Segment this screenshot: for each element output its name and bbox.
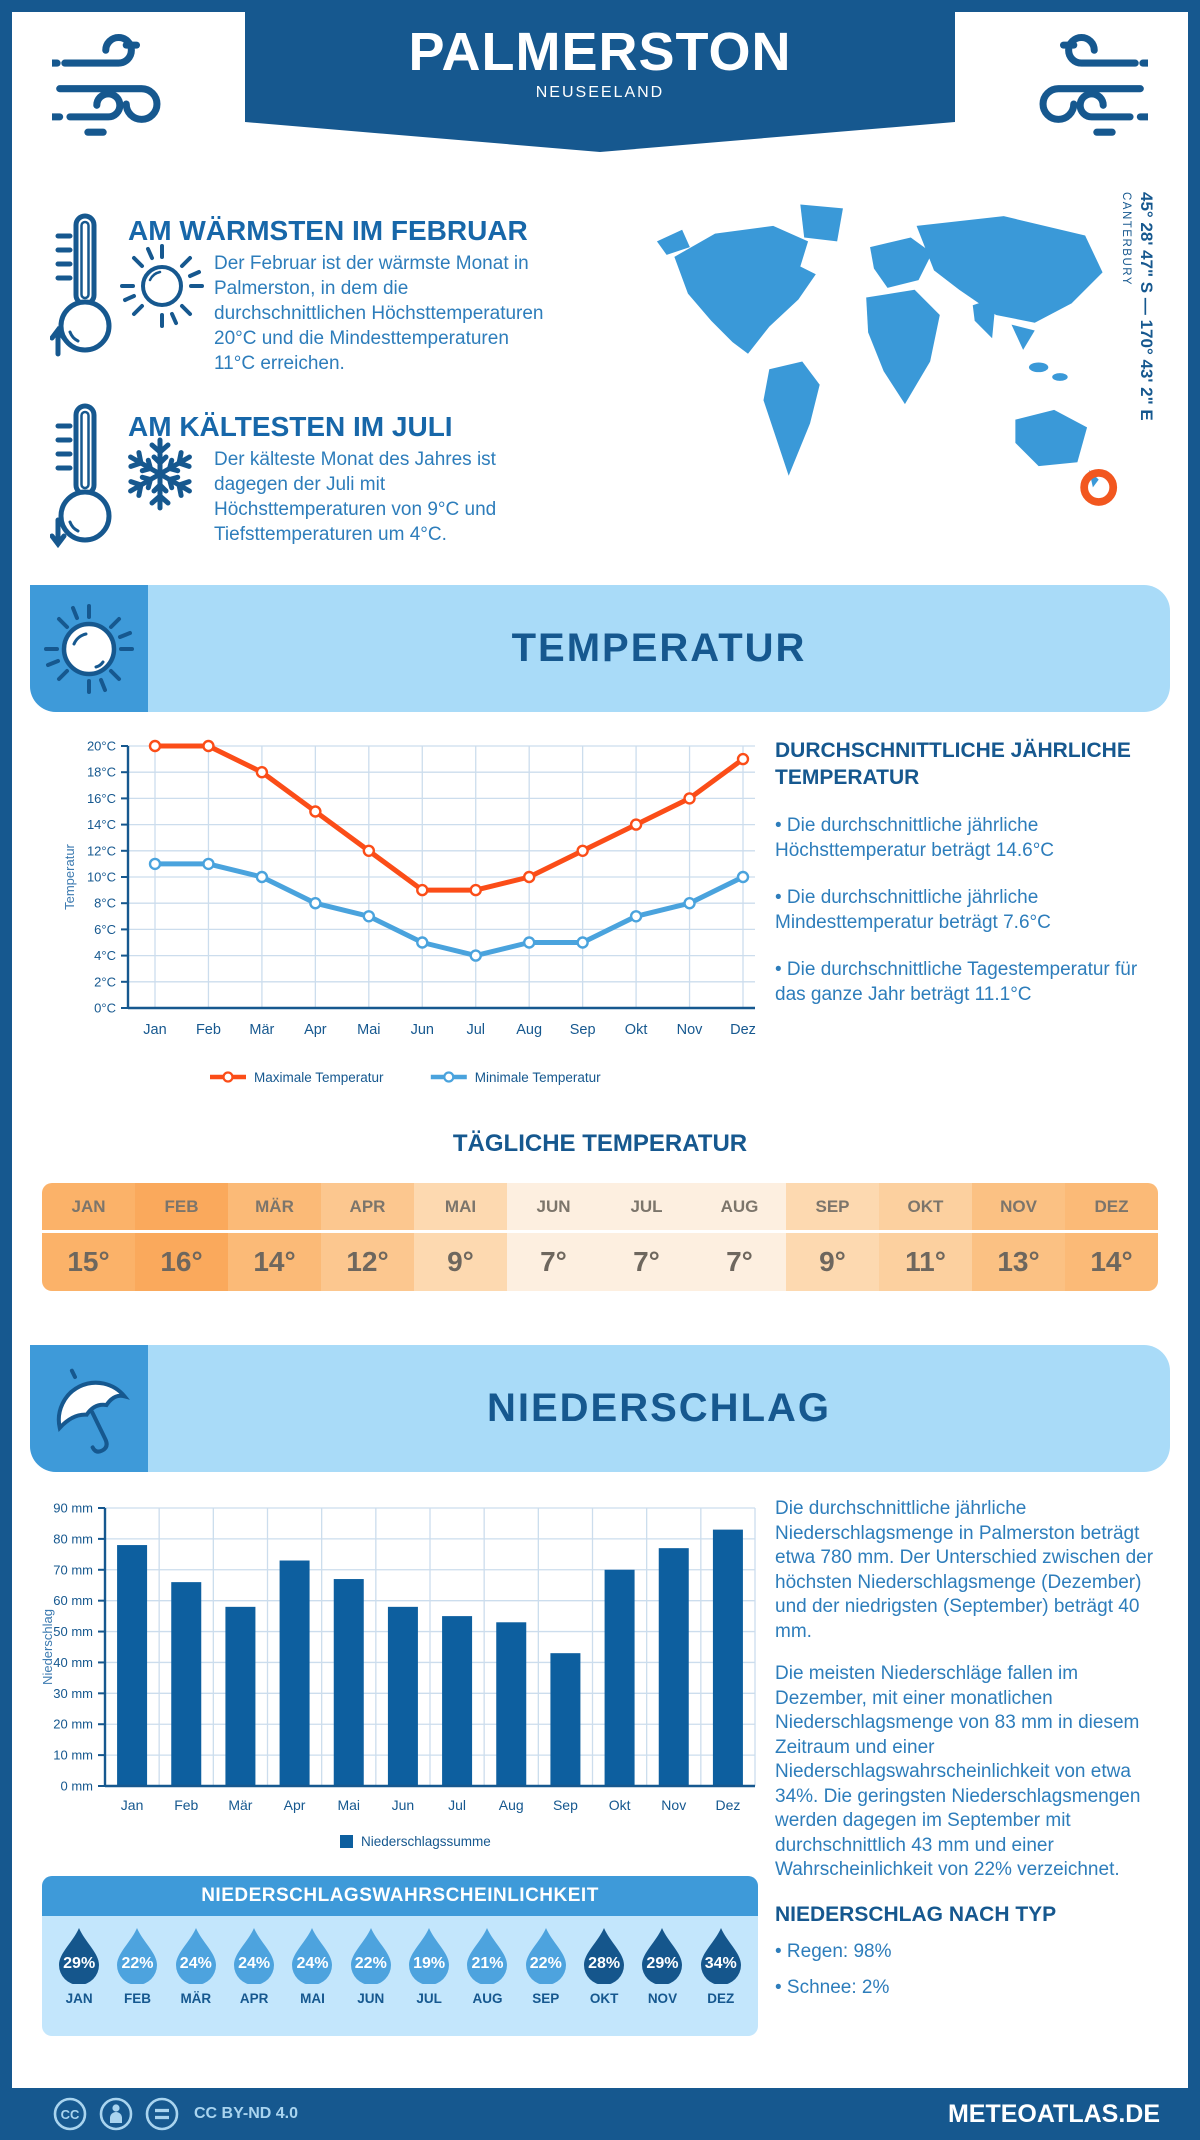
svg-text:Jun: Jun [391, 1797, 415, 1813]
coldest-heading: AM KÄLTESTEN IM JULI [128, 411, 453, 443]
daily-temperature-cell [42, 1183, 135, 1291]
daily-month-label: MAI [414, 1183, 507, 1233]
probability-value: 22% [529, 1955, 562, 1972]
svg-text:50 mm: 50 mm [53, 1624, 93, 1640]
svg-text:Jan: Jan [143, 1022, 167, 1038]
daily-temperature-table [42, 1183, 1158, 1291]
precipitation-banner [30, 1345, 1170, 1472]
svg-text:CC: CC [60, 2107, 80, 2122]
probability-month-label: MAI [300, 1991, 325, 2006]
daily-month-label: DEZ [1065, 1183, 1158, 1233]
annual-temperature-bullet-2: • Die durchschnittliche jährliche Mindesttemperatur beträgt 7.6°C [775, 887, 1051, 933]
svg-text:10°C: 10°C [86, 869, 116, 885]
daily-temperature-cell [135, 1183, 228, 1291]
daily-temperature-value: 7° [633, 1246, 660, 1277]
daily-temperature-cell [693, 1183, 786, 1291]
probability-drop [692, 1926, 750, 2006]
probability-month-label: OKT [589, 1991, 619, 2006]
umbrella-icon [42, 1361, 137, 1456]
daily-month-label: SEP [786, 1183, 879, 1233]
annual-temperature-bullet-3: • Die durchschnittliche Tagestemperatur für das ganze Jahr beträgt 11.1°C [775, 959, 1138, 1005]
precipitation-type-snow: • Schnee: 2% [775, 1976, 890, 1998]
daily-month-label: MÄR [228, 1183, 321, 1233]
probability-month-label: AUG [472, 1991, 503, 2006]
precipitation-summary [775, 1497, 1170, 2000]
probability-month-label: JUN [357, 1991, 385, 2006]
probability-month-label: SEP [532, 1991, 560, 2006]
svg-text:Niederschlag: Niederschlag [40, 1609, 55, 1685]
cc-icon [52, 2096, 88, 2132]
warmest-body: Der Februar ist der wärmste Monat in Palmerston, in dem die durchschnittlichen Höchsttemperaturen 20°C und die Mindesttemperaturen 11°C erreichen. [214, 253, 544, 374]
svg-text:70 mm: 70 mm [53, 1562, 93, 1578]
page-title: PALMERSTON [408, 22, 792, 82]
svg-text:Maximale Temperatur: Maximale Temperatur [254, 1070, 384, 1085]
svg-text:90 mm: 90 mm [53, 1500, 93, 1516]
coordinates-text: 45° 28' 47" S — 170° 43' 2" E [1137, 192, 1156, 421]
svg-text:Mär: Mär [249, 1022, 275, 1038]
probability-month-label: JAN [65, 1991, 93, 2006]
svg-text:Niederschlagssumme: Niederschlagssumme [361, 1834, 491, 1849]
svg-text:Aug: Aug [498, 1797, 524, 1813]
svg-text:Apr: Apr [283, 1797, 306, 1813]
annual-temperature-heading: DURCHSCHNITTLICHE JÄHRLICHE TEMPERATUR [775, 739, 1131, 789]
svg-text:Jan: Jan [120, 1797, 144, 1813]
precipitation-probability-panel [42, 1876, 758, 2036]
probability-drop [342, 1926, 400, 2006]
coldest-body: Der kälteste Monat des Jahres ist dagegen der Juli mit Höchsttemperaturen von 9°C und Tiefsttemperaturen um 4°C. [214, 449, 497, 545]
precipitation-probability-title: NIEDERSCHLAGSWAHRSCHEINLICHKEIT [42, 1876, 758, 1916]
daily-temperature-cell [786, 1183, 879, 1291]
probability-month-label: MÄR [180, 1991, 212, 2006]
probability-value: 28% [588, 1955, 621, 1972]
svg-text:14°C: 14°C [86, 817, 116, 833]
svg-text:Temperatur: Temperatur [62, 844, 77, 910]
daily-temperature-value: 14° [1090, 1246, 1133, 1277]
svg-text:20 mm: 20 mm [53, 1716, 93, 1732]
precipitation-chart [40, 1490, 760, 1865]
daily-temperature-value: 7° [726, 1246, 753, 1277]
probability-value: 24% [238, 1955, 271, 1972]
temperature-banner [30, 585, 1170, 712]
chart-grid [128, 746, 755, 1008]
precipitation-type-rain: • Regen: 98% [775, 1940, 892, 1962]
probability-drop [50, 1926, 108, 2006]
temperature-summary [775, 737, 1170, 1007]
svg-text:4°C: 4°C [94, 948, 116, 964]
svg-text:2°C: 2°C [94, 974, 116, 990]
daily-month-label: JAN [42, 1183, 135, 1233]
daily-temperature-value: 15° [67, 1246, 110, 1277]
probability-drop [633, 1926, 691, 2006]
daily-temperature-value: 7° [540, 1246, 567, 1277]
svg-text:Apr: Apr [304, 1022, 327, 1038]
coordinates-block [1120, 192, 1156, 421]
svg-text:6°C: 6°C [94, 921, 116, 937]
wind-icon-left [52, 22, 180, 140]
daily-temperature-value: 11° [905, 1246, 946, 1277]
svg-text:Mai: Mai [357, 1022, 381, 1038]
daily-temperature-heading: TÄGLICHE TEMPERATUR [452, 1130, 748, 1157]
probability-drop [575, 1926, 633, 2006]
cc-icons [52, 2096, 180, 2132]
chart-legend [210, 1070, 601, 1085]
chart-axes [62, 739, 756, 1039]
svg-text:40 mm: 40 mm [53, 1654, 93, 1670]
svg-text:Nov: Nov [676, 1022, 703, 1038]
svg-text:Jul: Jul [448, 1797, 467, 1813]
svg-text:Minimale Temperatur: Minimale Temperatur [474, 1070, 601, 1085]
probability-value: 22% [121, 1955, 154, 1972]
precipitation-banner-iconbox [30, 1345, 148, 1472]
daily-temperature-value: 12° [346, 1246, 389, 1277]
sun-banner-icon [44, 604, 134, 694]
probability-drop [283, 1926, 341, 2006]
region-text: CANTERBURY [1120, 192, 1132, 287]
sun-icon [116, 240, 208, 332]
location-marker-icon [1084, 473, 1113, 502]
probability-month-label: APR [239, 1991, 269, 2006]
daily-temperature-cell [414, 1183, 507, 1291]
svg-text:0 mm: 0 mm [60, 1778, 93, 1794]
svg-text:Dez: Dez [730, 1022, 756, 1038]
svg-text:20°C: 20°C [86, 738, 116, 754]
probability-value: 29% [646, 1955, 679, 1972]
daily-temperature-value: 14° [253, 1246, 296, 1277]
svg-text:Jun: Jun [410, 1022, 434, 1038]
thermometer-warm-icon [50, 210, 120, 360]
world-map-continents [657, 205, 1103, 488]
daily-temperature-cell [600, 1183, 693, 1291]
daily-month-label: FEB [135, 1183, 228, 1233]
probability-value: 24% [179, 1955, 212, 1972]
temperature-banner-title: TEMPERATUR [511, 626, 807, 670]
daily-month-label: AUG [693, 1183, 786, 1233]
cc-nd-icon [144, 2096, 180, 2132]
svg-text:Nov: Nov [661, 1797, 687, 1813]
license-text: CC BY-ND 4.0 [194, 2105, 299, 2122]
svg-text:0°C: 0°C [94, 1000, 116, 1016]
series-min [150, 859, 748, 961]
svg-text:Feb: Feb [195, 1022, 221, 1038]
daily-month-label: JUL [600, 1183, 693, 1233]
page-subtitle: NEUSEELAND [535, 84, 665, 101]
snowflake-icon [118, 432, 202, 516]
svg-text:Mär: Mär [228, 1797, 253, 1813]
daily-temperature-cell [507, 1183, 600, 1291]
chart-legend [340, 1834, 491, 1849]
wind-icon-right [1020, 22, 1148, 140]
daily-temperature-value: 9° [819, 1246, 846, 1277]
precipitation-paragraph-2: Die meisten Niederschläge fallen im Dezember, mit einer monatlichen Niederschlagsmenge von 83 mm in diesem Zeitraum und einer Niederschlagswahrscheinlichkeit von etwa 34%. Die geringsten Niederschlagsmengen werden dagegen im September mit durchschnittlich 43 mm und einer Wahrscheinlichkeit von 22% verzeichnet. [775, 1663, 1141, 1880]
svg-text:18°C: 18°C [86, 764, 116, 780]
daily-temperature-cell [321, 1183, 414, 1291]
svg-text:80 mm: 80 mm [53, 1531, 93, 1547]
thermometer-cold-icon [50, 400, 120, 550]
probability-value: 19% [413, 1955, 446, 1972]
svg-text:Aug: Aug [516, 1022, 543, 1038]
daily-temperature-cell [228, 1183, 321, 1291]
svg-text:Okt: Okt [608, 1797, 631, 1813]
daily-month-label: OKT [879, 1183, 972, 1233]
probability-value: 29% [63, 1955, 96, 1972]
svg-text:Dez: Dez [715, 1797, 741, 1813]
daily-temperature-cell [879, 1183, 972, 1291]
daily-temperature-value: 16° [160, 1246, 203, 1277]
probability-month-label: JUL [416, 1991, 442, 2006]
svg-text:Sep: Sep [569, 1022, 596, 1038]
probability-drop [167, 1926, 225, 2006]
cc-by-icon [98, 2096, 134, 2132]
svg-text:12°C: 12°C [86, 843, 116, 859]
svg-text:Okt: Okt [624, 1022, 648, 1038]
probability-value: 22% [354, 1955, 387, 1972]
temperature-chart [60, 728, 760, 1100]
precipitation-banner-title: NIEDERSCHLAG [486, 1386, 832, 1430]
title-banner [245, 12, 955, 122]
svg-text:Sep: Sep [552, 1797, 578, 1813]
precipitation-paragraph-1: Die durchschnittliche jährliche Niederschlagsmenge in Palmerston beträgt etwa 780 mm. Der Unterschied zwischen der höchsten Niederschlagsmenge (Dezember) und der niedrigsten (September) beträgt 40 mm. [775, 1498, 1154, 1642]
daily-month-label: APR [321, 1183, 414, 1233]
svg-text:8°C: 8°C [94, 895, 116, 911]
daily-temperature-cell [1065, 1183, 1158, 1291]
svg-text:16°C: 16°C [86, 790, 116, 806]
site-name: METEOATLAS.DE [947, 2099, 1160, 2128]
daily-month-label: JUN [507, 1183, 600, 1233]
daily-temperature-cell [972, 1183, 1065, 1291]
daily-month-label: NOV [972, 1183, 1065, 1233]
probability-value: 21% [471, 1955, 504, 1972]
probability-month-label: DEZ [707, 1991, 735, 2006]
probability-value: 24% [296, 1955, 329, 1972]
precipitation-type-heading: NIEDERSCHLAG NACH TYP [775, 1902, 1057, 1926]
svg-text:30 mm: 30 mm [53, 1685, 93, 1701]
probability-month-label: NOV [647, 1991, 678, 2006]
daily-temperature-value: 9° [447, 1246, 474, 1277]
probability-drop [400, 1926, 458, 2006]
svg-text:60 mm: 60 mm [53, 1593, 93, 1609]
probability-month-label: FEB [123, 1991, 151, 2006]
temperature-banner-iconbox [30, 585, 148, 712]
svg-text:10 mm: 10 mm [53, 1747, 93, 1763]
daily-temperature-value: 13° [997, 1246, 1040, 1277]
probability-drops-row [42, 1916, 758, 2006]
svg-text:Jul: Jul [466, 1022, 486, 1038]
svg-text:Feb: Feb [174, 1797, 199, 1813]
warmest-heading: AM WÄRMSTEN IM FEBRUAR [128, 215, 528, 247]
world-map [655, 190, 1120, 562]
annual-temperature-bullets [775, 813, 1170, 1007]
probability-drop [108, 1926, 166, 2006]
probability-value: 34% [704, 1955, 737, 1972]
probability-drop [458, 1926, 516, 2006]
footer [0, 2088, 1200, 2140]
annual-temperature-bullet-1: • Die durchschnittliche jährliche Höchsttemperatur beträgt 14.6°C [775, 815, 1055, 861]
chart-grid [105, 1508, 755, 1786]
svg-text:Mai: Mai [337, 1797, 361, 1813]
probability-drop [517, 1926, 575, 2006]
probability-drop [225, 1926, 283, 2006]
